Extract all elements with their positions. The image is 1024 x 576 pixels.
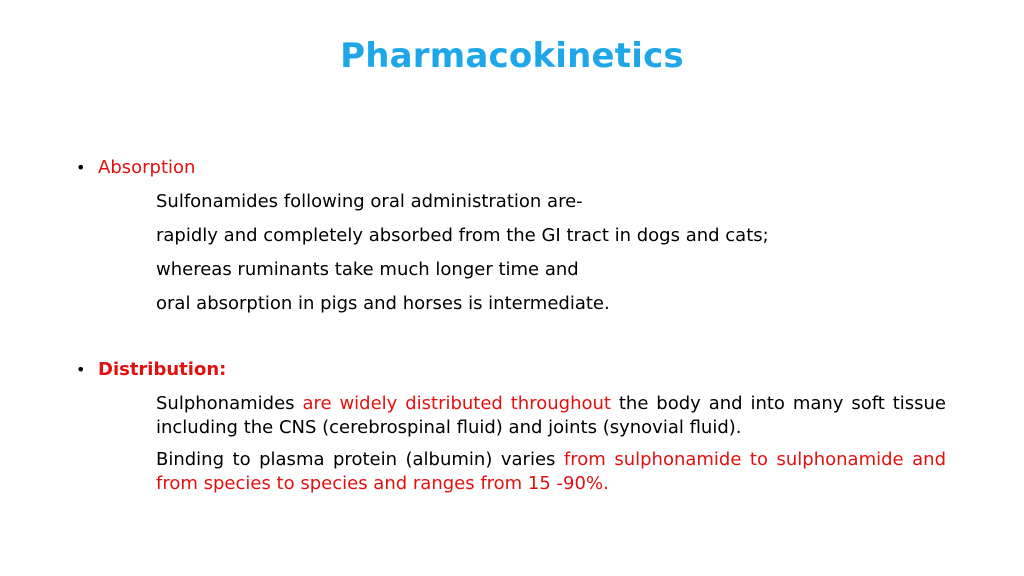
- text-run: Binding to plasma protein (albumin) varies: [156, 449, 564, 470]
- highlighted-text: from sulphonamide to sulphonamide and from species to species and ranges from 15 -90%.: [156, 449, 946, 494]
- absorption-line: whereas ruminants take much longer time and: [156, 259, 579, 280]
- bullet-dot-icon: •: [76, 158, 86, 177]
- absorption-bullet: [76, 156, 956, 180]
- absorption-line: Sulfonamides following oral administration are-: [156, 191, 583, 212]
- distribution-paragraph-1: [156, 392, 946, 440]
- bullet-dot-icon: •: [76, 360, 86, 379]
- text-run: the body and into many soft tissue including the CNS (cerebrospinal fluid) and joints (synovial fluid).: [156, 393, 947, 438]
- distribution-paragraph-2: [156, 448, 946, 496]
- absorption-line: oral absorption in pigs and horses is intermediate.: [156, 293, 610, 314]
- absorption-lines: [156, 190, 956, 316]
- absorption-heading: Absorption: [98, 157, 196, 178]
- slide-title: Pharmacokinetics: [340, 36, 684, 76]
- distribution-bullet: [76, 358, 956, 382]
- distribution-lines: [156, 392, 956, 496]
- distribution-section: [76, 358, 956, 504]
- highlighted-text: are widely distributed throughout: [302, 393, 611, 414]
- text-run: Sulphonamides: [156, 393, 303, 414]
- absorption-section: [76, 156, 956, 326]
- absorption-line: rapidly and completely absorbed from the GI tract in dogs and cats;: [156, 225, 769, 246]
- distribution-heading: Distribution:: [98, 359, 227, 380]
